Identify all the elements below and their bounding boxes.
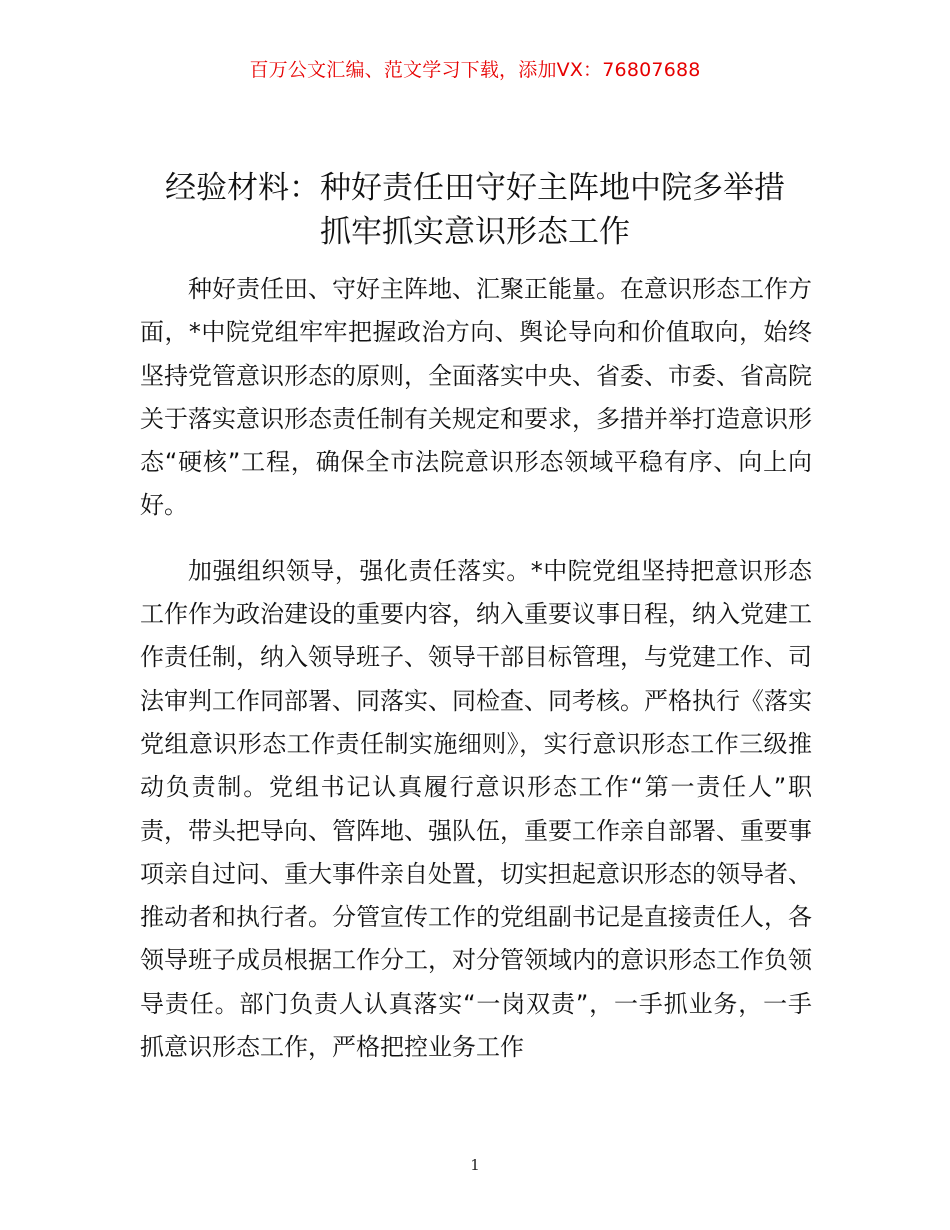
title-line-2: 抓牢抓实意识形态工作 [320,214,630,250]
header-banner: 百万公文汇编、范文学习下载，添加VX：76807688 [249,59,701,81]
page-number: 1 [470,1156,480,1174]
document-body [140,268,812,1069]
document-title [120,166,830,254]
paragraph-2: 加强组织领导，强化责任落实。*中院党组坚持把意识形态工作作为政治建设的重要内容，纳入重要议事日程，纳入党建工作责任制，纳入领导班子、领导干部目标管理，与党建工作、司法审判工作同部署、同落实、同检查、同考核。严格执行《落实党组意识形态工作责任制实施细则》，实行意识形态工作三级推动负责制。党组书记认真履行意识形态工作“第一责任人”职责，带头把导向、管阵地、强队伍，重要工作亲自部署、重要事项亲自过问、重大事件亲自处置，切实担起意识形态的领导者、推动者和执行者。分管宣传工作的党组副书记是直接责任人，各领导班子成员根据工作分工，对分管领域内的意识形态工作负领导责任。部门负责人认真落实“一岗双责”，一手抓业务，一手抓意识形态工作，严格把控业务工作 [140,556,812,1062]
paragraph-1: 种好责任田、守好主阵地、汇聚正能量。在意识形态工作方面，*中院党组牢牢把握政治方向、舆论导向和价值取向，始终坚持党管意识形态的原则，全面落实中央、省委、市委、省高院关于落实意识形态责任制有关规定和要求，多措并举打造意识形态“硬核”工程，确保全市法院意识形态领域平稳有序、向上向好。 [140,275,812,520]
title-line-1: 经验材料：种好责任田守好主阵地中院多举措 [165,170,785,206]
